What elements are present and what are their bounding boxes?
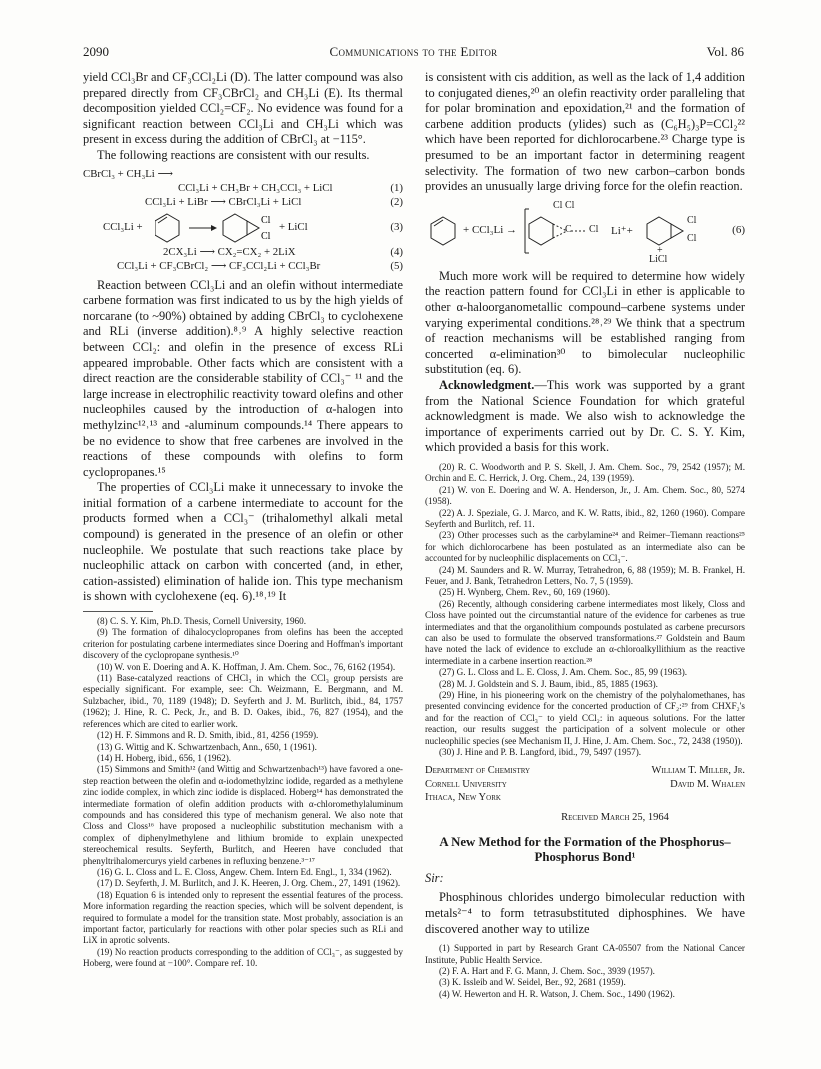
equation-5-rhs: CCl₃Li + CF₃CBrCl₂ ⟶ CF₃CCl₂Li + CCl₃Br	[117, 259, 321, 272]
equation-5-number: (5)	[390, 259, 403, 272]
equation-3-number: (3)	[390, 220, 403, 233]
footnote: (15) Simmons and Smith¹² (and Wittig and Schwartzenbach¹³) have favored a one-step reaction between the olefin and α-iodomethylzinc iodide, regarded as a methylene zinc iodide complex, in which zinc iodide is displaced. Hoberg¹⁴ has demonstrated the intermediate formation of olefin addition products with α-chloromethylaluminum compounds and has considered this type of mechanism general. We also note that Closs and Closs¹⁶ have proposed a nucleophilic substitution mechanism with a complex of diphenylmethylene and lithium bromide to explain unexpected stereochemical results. Seyferth, Burlitch, and Heeren have concluded that phenyltrihalomercurys yield carbenes in refluxing benzene.³⁻¹⁷	[83, 764, 403, 866]
norcarane-ring	[223, 214, 247, 242]
journal-title: Communications to the Editor	[329, 44, 498, 59]
author-name: William T. Miller, Jr.	[651, 765, 745, 777]
eq6-plus: +	[657, 244, 663, 256]
department-address	[425, 764, 530, 804]
equation-6-scheme	[425, 199, 745, 265]
footnote: (23) Other processes such as the carbylamine²⁴ and Reimer–Tiemann reactions²⁵ for which dichlorocarbene has been postulated as an intermediate also can be accounted for by nucleophilic displacements on CCl₃⁻.	[425, 530, 745, 564]
author-name: David M. Whalen	[670, 778, 745, 790]
footnote: (4) W. Hewerton and H. R. Watson, J. Chem. Soc., 1490 (1962).	[439, 988, 675, 999]
footnote: (12) H. F. Simmons and R. D. Smith, ibid., 81, 4256 (1959).	[97, 730, 319, 741]
paragraph-phosphinous: Phosphinous chlorides undergo bimolecular reduction with metals²⁻⁴ to form tetrasubstituted diphosphines. We have discovered another way to utilize	[425, 890, 745, 936]
footnote: (29) Hine, in his pioneering work on the chemistry of the polyhalomethanes, has presented convincing evidence for the concerted production of CF₂:²⁹ from CHXF₂'s and for the reaction of CCl₃⁻ to yield CCl₂: in aqueous solutions. For the latter reaction, our results suggest the participation of a solvent molecule or other nucleophilic species (see Mechanism II, J. Hine, J. Am. Chem. Soc., 72, 2438 (1950)).	[425, 690, 745, 746]
equation-3-lhs: CCl₃Li +	[103, 220, 143, 233]
paragraph-acknowledgment	[425, 378, 745, 456]
footnote-rule	[83, 611, 153, 612]
university-line: Cornell University	[425, 778, 507, 790]
paragraph-properties: The properties of CCl₃Li make it unnecessary to invoke the initial formation of a carbene intermediate to account for the products formed when a CCl₃⁻ (trihalomethyl alkali metal compound) is generated in the presence of an olefin or other nucleophile. We postulate that such reactions take place by nucleophilic attack on carbon with concerted (and, in ether, cation-assisted) elimination of halide ion. This type mechanism is shown with cyclohexene (eq. 6).¹⁸˒¹⁹ It	[83, 480, 403, 604]
equation-2	[83, 196, 403, 210]
equation-1-lhs: CBrCl₃ + CH₃Li ⟶	[83, 167, 173, 180]
equation-3-rhs: + LiCl	[279, 220, 308, 233]
footnote: (22) A. J. Speziale, G. J. Marco, and K. W. Ratts, ibid., 82, 1260 (1960). Compare Seyferth and Burlitch, ref. 11.	[425, 507, 745, 529]
paragraph-intro: yield CCl₃Br and CF₃CCl₂Li (D). The latter compound was also prepared directly from CF₃CBrCl₂ and CH₃Li (E). Its thermal decomposition yielded CCl₂=CF₂. No evidence was found for a significant reaction between CCl₃Li and CH₃Li which was present in excess during the addition of CBrCl₃ at −115°.	[83, 70, 403, 147]
left-column	[83, 70, 403, 970]
acknowledgment-label: Acknowledgment.	[439, 377, 535, 392]
footnote: (28) M. J. Goldstein and S. J. Baum, ibid., 85, 1885 (1963).	[439, 678, 658, 689]
equation-1	[83, 182, 403, 196]
footnote: (21) W. von E. Doering and W. A. Henderson, Jr., J. Am. Chem. Soc., 80, 5274 (1958).	[425, 484, 745, 507]
footnote: (19) No reaction products corresponding to the addition of CCl₃⁻, as suggested by Hoberg, were found at −100°. Compare ref. 10.	[83, 946, 403, 969]
equation-3	[83, 210, 403, 246]
footnote: (27) G. L. Closs and L. E. Closs, J. Am. Chem. Soc., 85, 99 (1963).	[439, 667, 688, 678]
footnote: (14) H. Hoberg, ibid., 656, 1 (1962).	[97, 752, 232, 763]
footnote: (9) The formation of dihalocyclopropanes from olefins has been the accepted criterion for postulating carbene intermediates since Doering and Hoffman's important discovery of the cyclopropane synthesis.¹⁰	[83, 627, 403, 661]
equation-1a	[83, 168, 403, 182]
salutation: Sir:	[425, 871, 444, 886]
footnote: (8) C. S. Y. Kim, Ph.D. Thesis, Cornell University, 1960.	[97, 616, 307, 627]
eq6-ts-cl: Cl	[589, 223, 599, 235]
footnote: (16) G. L. Closs and L. E. Closs, Angew. Chem. Intern Ed. Engl., 1, 334 (1962).	[97, 866, 392, 877]
footnote: (11) Base-catalyzed reactions of CHCl₃ in which the CCl₃ group persists are especially significant. For example, see: Ch. Weizmann, E. Bergmann, and M. Sulzbacher, ibid., 70, 1189 (1948); D. Seyferth and J. M. Burlitch, ibid., 84, 1757 (1962); J. Hine, R. C. Peck, Jr., and B. D. Oakes, ibid., 76, 827 (1954), and the references which are cited to earlier work.	[83, 673, 403, 729]
paragraph-following: The following reactions are consistent with our results.	[97, 147, 370, 162]
page-number: 2090	[83, 44, 109, 59]
equation-6-number: (6)	[732, 223, 745, 236]
paragraph-cis: is consistent with cis addition, as well as the lack of 1,4 addition to conjugated dienes,²⁰ an olefin reactivity order paralleling that for polar bromination and epoxidation,²¹ and the formation of carbene addition products (ylides) such as (C₆H₅)₃P=CCl₂²² which have been reported for dichlorocarbene.²³ Charge type is presumed to be an important factor in determining reagent selectivity. The formation of two new carbon–carbon bonds provides an unusually large driving force for the olefin reaction.	[425, 70, 745, 194]
footnotes-left	[83, 616, 403, 970]
equation-4-number: (4)	[390, 245, 403, 258]
city-line: Ithaca, New York	[425, 792, 501, 804]
paragraph-much-more: Much more work will be required to determine how widely the reaction pattern found for CCl₃Li in ether is applicable to other α-haloorganometallic compound–carbene systems under varying experimental conditions.²⁸˒²⁹ We think that a spectrum of reaction mechanisms will be established ranging from concerted α-elimination³⁰ to bimolecular nucleophilic substitution (eq. 6).	[425, 268, 745, 377]
equation-2-number: (2)	[390, 195, 403, 208]
footnote: (25) H. Wynberg, Chem. Rev., 60, 169 (1960).	[439, 587, 611, 598]
cyclohexene-ring	[155, 214, 179, 242]
footnote: (1) Supported in part by Research Grant CA-05507 from the National Cancer Institute, Public Health Service.	[425, 943, 745, 965]
footnote: (3) K. Issleib and W. Seidel, Ber., 92, 2681 (1959).	[439, 977, 626, 988]
equation-1-rhs: CCl₃Li + CH₃Br + CH₃CCl₃ + LiCl	[178, 181, 333, 194]
paragraph-reaction: Reaction between CCl₃Li and an olefin without intermediate carbene formation was first indicated to us by the high yields of norcarane (to ~90%) obtained by adding CBrCl₃ to cyclohexene and RLi (inverse addition).⁸˒⁹ A highly selective reaction between CCl₂: and olefin in the presence of excess RLi appeared improbable. Other facts which are consistent with a direct reaction are the considerable stability of CCl₃⁻ ¹¹ and the large increase in electrophilic reactivity toward olefins and other nucleophiles caused by the introduction of α-halogen into methylzinc¹²˒¹³ and -aluminum compounds.¹⁴ There appears to be no evidence to show that free carbenes are involved in the reactions of these compounds with olefins to form cyclopropanes.¹⁵	[83, 277, 403, 479]
equation-block	[83, 168, 403, 274]
footnote: (18) Equation 6 is intended only to represent the essential features of the process. More information regarding the reaction species, which will be solvent dependent, is required to formulate a model for the transition state. Most probably, association is an important factor, particularly for reactions with other polar species such as RLi and LiX in aprotic solvents.	[83, 889, 403, 946]
footnote: (30) J. Hine and P. B. Langford, ibid., 79, 5497 (1957).	[439, 747, 642, 758]
author-names	[651, 764, 745, 791]
footnotes-right	[425, 462, 745, 759]
running-header	[83, 44, 744, 62]
footnote: (2) F. A. Hart and F. G. Mann, J. Chem. Soc., 3939 (1957).	[439, 966, 655, 977]
transition-state-ring	[529, 217, 553, 245]
footnote: (10) W. von E. Doering and A. K. Hoffman, J. Am. Chem. Soc., 76, 6162 (1954).	[97, 661, 396, 672]
eq6-licl: LiCl	[649, 253, 668, 265]
equation-1-number: (1)	[390, 181, 403, 194]
equation-2-rhs: CCl₃Li + LiBr ⟶ CBrCl₃Li + LiCl	[145, 195, 302, 208]
right-column	[425, 70, 745, 1000]
footnotes-article2	[425, 943, 745, 1000]
footnote: (13) G. Wittig and K. Schwartzenbach, Ann., 650, 1 (1961).	[97, 741, 317, 752]
footnote: (24) M. Saunders and R. W. Murray, Tetrahedron, 6, 88 (1959); M. B. Frankel, H. Feuer, and J. Bank, Tetrahedron Letters, No. 7, 5 (1959).	[425, 564, 745, 586]
department-line: Department of Chemistry	[425, 765, 531, 777]
cyclohexene-ring	[431, 217, 455, 245]
equation-5	[83, 260, 403, 274]
eq6-ts-carbon: C	[565, 223, 572, 235]
footnote: (20) R. C. Woodworth and P. S. Skell, J. Am. Chem. Soc., 79, 2542 (1957); M. Orchin and E. C. Herrick, J. Org. Chem., 24, 139 (1959).	[425, 461, 745, 484]
received-date: Received March 25, 1964	[561, 812, 669, 824]
eq6-li-plus: Li⁺+	[611, 224, 633, 237]
footnote: (17) D. Seyferth, J. M. Burlitch, and J. K. Heeren, J. Org. Chem., 27, 1491 (1962).	[97, 878, 401, 889]
volume-label: Vol. 86	[706, 44, 744, 59]
acknowledgment-text: —This work was supported by a grant from the National Science Foundation for which grateful acknowledgment is made. We also wish to acknowledge the importance of experiments carried out by Dr. C. S. Y. Kim, which provided a basis for this work.	[425, 377, 745, 455]
eq6-product-cl-bottom: Cl	[687, 232, 697, 244]
article-title: A New Method for the Formation of the Phosphorus–Phosphorus Bond¹	[439, 835, 731, 865]
equation-4-rhs: 2CX₃Li ⟶ CX₂=CX₂ + 2LiX	[163, 245, 296, 258]
eq6-reagent: + CCl₃Li →	[463, 223, 518, 236]
signature-block	[425, 764, 745, 806]
eq6-ts-top: Cl Cl	[553, 199, 575, 211]
eq3-cl-bottom: Cl	[261, 230, 271, 242]
product-ring	[647, 217, 671, 245]
footnote: (26) Recently, although considering carbene intermediates most likely, Closs and Closs have pointed out the circumstantial nature of the evidence for carbenes as true intermediates and that the organolithium compounds postulated as carbene precursors can also be used to formulate the observed transformations.²⁷ Goldstein and Baum have noted the lack of evidence to exclude an α-chloroalkyllithium as the reactive intermediate in a carbene insertion reaction.²⁸	[425, 598, 745, 666]
eq3-cl-top: Cl	[261, 214, 271, 226]
eq6-product-cl-top: Cl	[687, 214, 697, 226]
equation-4	[83, 246, 403, 260]
